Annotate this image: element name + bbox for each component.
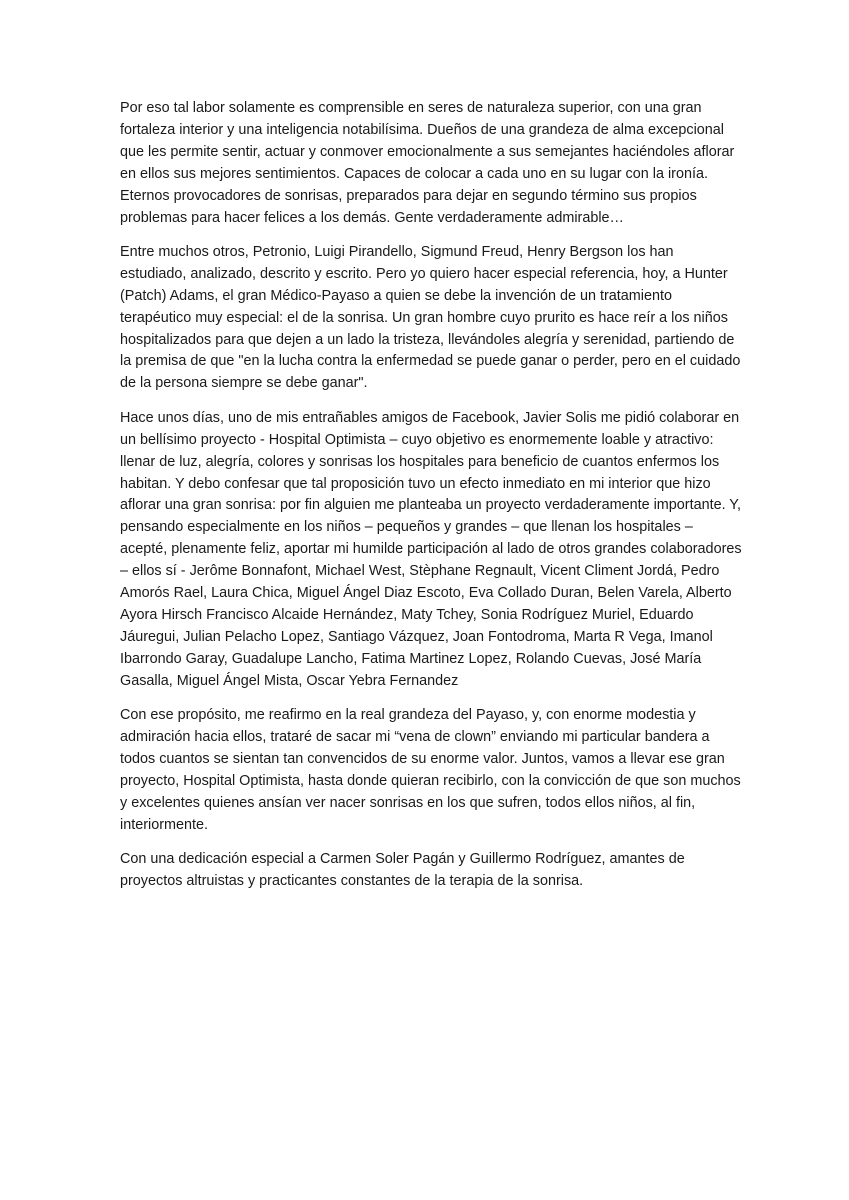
paragraph-4: Con ese propósito, me reafirmo en la real grandeza del Payaso, y, con enorme modestia y admiración hacia ellos, trataré de sacar mi “vena de clown” enviando mi particular bandera a todos cuantos se sientan tan convencidos de su enorme valor. Juntos, vamos a llevar ese gran proyecto, Hospital Optimista, hasta donde quieran recibirlo, con la convicción de que son muchos y excelentes quienes ansían ver nacer sonrisas en los que sufren, todos ellos niños, al fin, interiormente.: [120, 707, 741, 833]
document-body: [120, 98, 742, 905]
paragraph-2: Entre muchos otros, Petronio, Luigi Pirandello, Sigmund Freud, Henry Bergson los han estudiado, analizado, descrito y escrito. Pero yo quiero hacer especial referencia, hoy, a Hunter (Patch) Adams, el gran Médico-Payaso a quien se debe la invención de un tratamiento terapéutico muy especial: el de la sonrisa. Un gran hombre cuyo prurito es hace reír a los niños hospitalizados para que dejen a un lado la tristeza, llevándoles alegría y serenidad, partiendo de la premisa de que "en la lucha contra la enfermedad se puede ganar o perder, pero en el cuidado de la persona siempre se debe ganar".: [120, 243, 741, 392]
paragraph-1: Por eso tal labor solamente es comprensible en seres de naturaleza superior, con una gran fortaleza interior y una inteligencia notabilísima. Dueños de una grandeza de alma excepcional que les permite sentir, actuar y conmover emocionalmente a sus semejantes haciéndoles aflorar en ellos sus mejores sentimientos. Capaces de colocar a cada uno en su lugar con la ironía. Eternos provocadores de sonrisas, preparados para dejar en segundo término sus propios problemas para hacer felices a los demás. Gente verdaderamente admirable…: [120, 100, 735, 226]
paragraph-5: Con una dedicación especial a Carmen Soler Pagán y Guillermo Rodríguez, amantes de proyectos altruistas y practicantes constantes de la terapia de la sonrisa.: [120, 851, 685, 889]
paragraph-3: Hace unos días, uno de mis entrañables amigos de Facebook, Javier Solis me pidió colaborar en un bellísimo proyecto - Hospital Optimista – cuyo objetivo es enormemente loable y atractivo: llenar de luz, alegría, colores y sonrisas los hospitales para beneficio de cuantos enfermos los habitan. Y debo confesar que tal proposición tuvo un efecto inmediato en mi interior que hizo aflorar una gran sonrisa: por fin alguien me planteaba un proyecto verdaderamente importante. Y, pensando especialmente en los niños – pequeños y grandes – que llenan los hospitales – acepté, plenamente feliz, aportar mi humilde participación al lado de otros grandes colaboradores – ellos sí - Jerôme Bonnafont, Michael West, Stèphane Regnault, Vicent Climent Jordá, Pedro Amorós Rael, Laura Chica, Miguel Ángel Diaz Escoto, Eva Collado Duran, Belen Varela, Alberto Ayora Hirsch Francisco Alcaide Hernández, Maty Tchey, Sonia Rodríguez Muriel, Eduardo Jáuregui, Julian Pelacho Lopez, Santiago Vázquez, Joan Fontodroma, Marta R Vega, Imanol Ibarrondo Garay, Guadalupe Lancho, Fatima Martinez Lopez, Rolando Cuevas, José María Gasalla, Miguel Ángel Mista, Oscar Yebra Fernandez: [120, 409, 742, 689]
